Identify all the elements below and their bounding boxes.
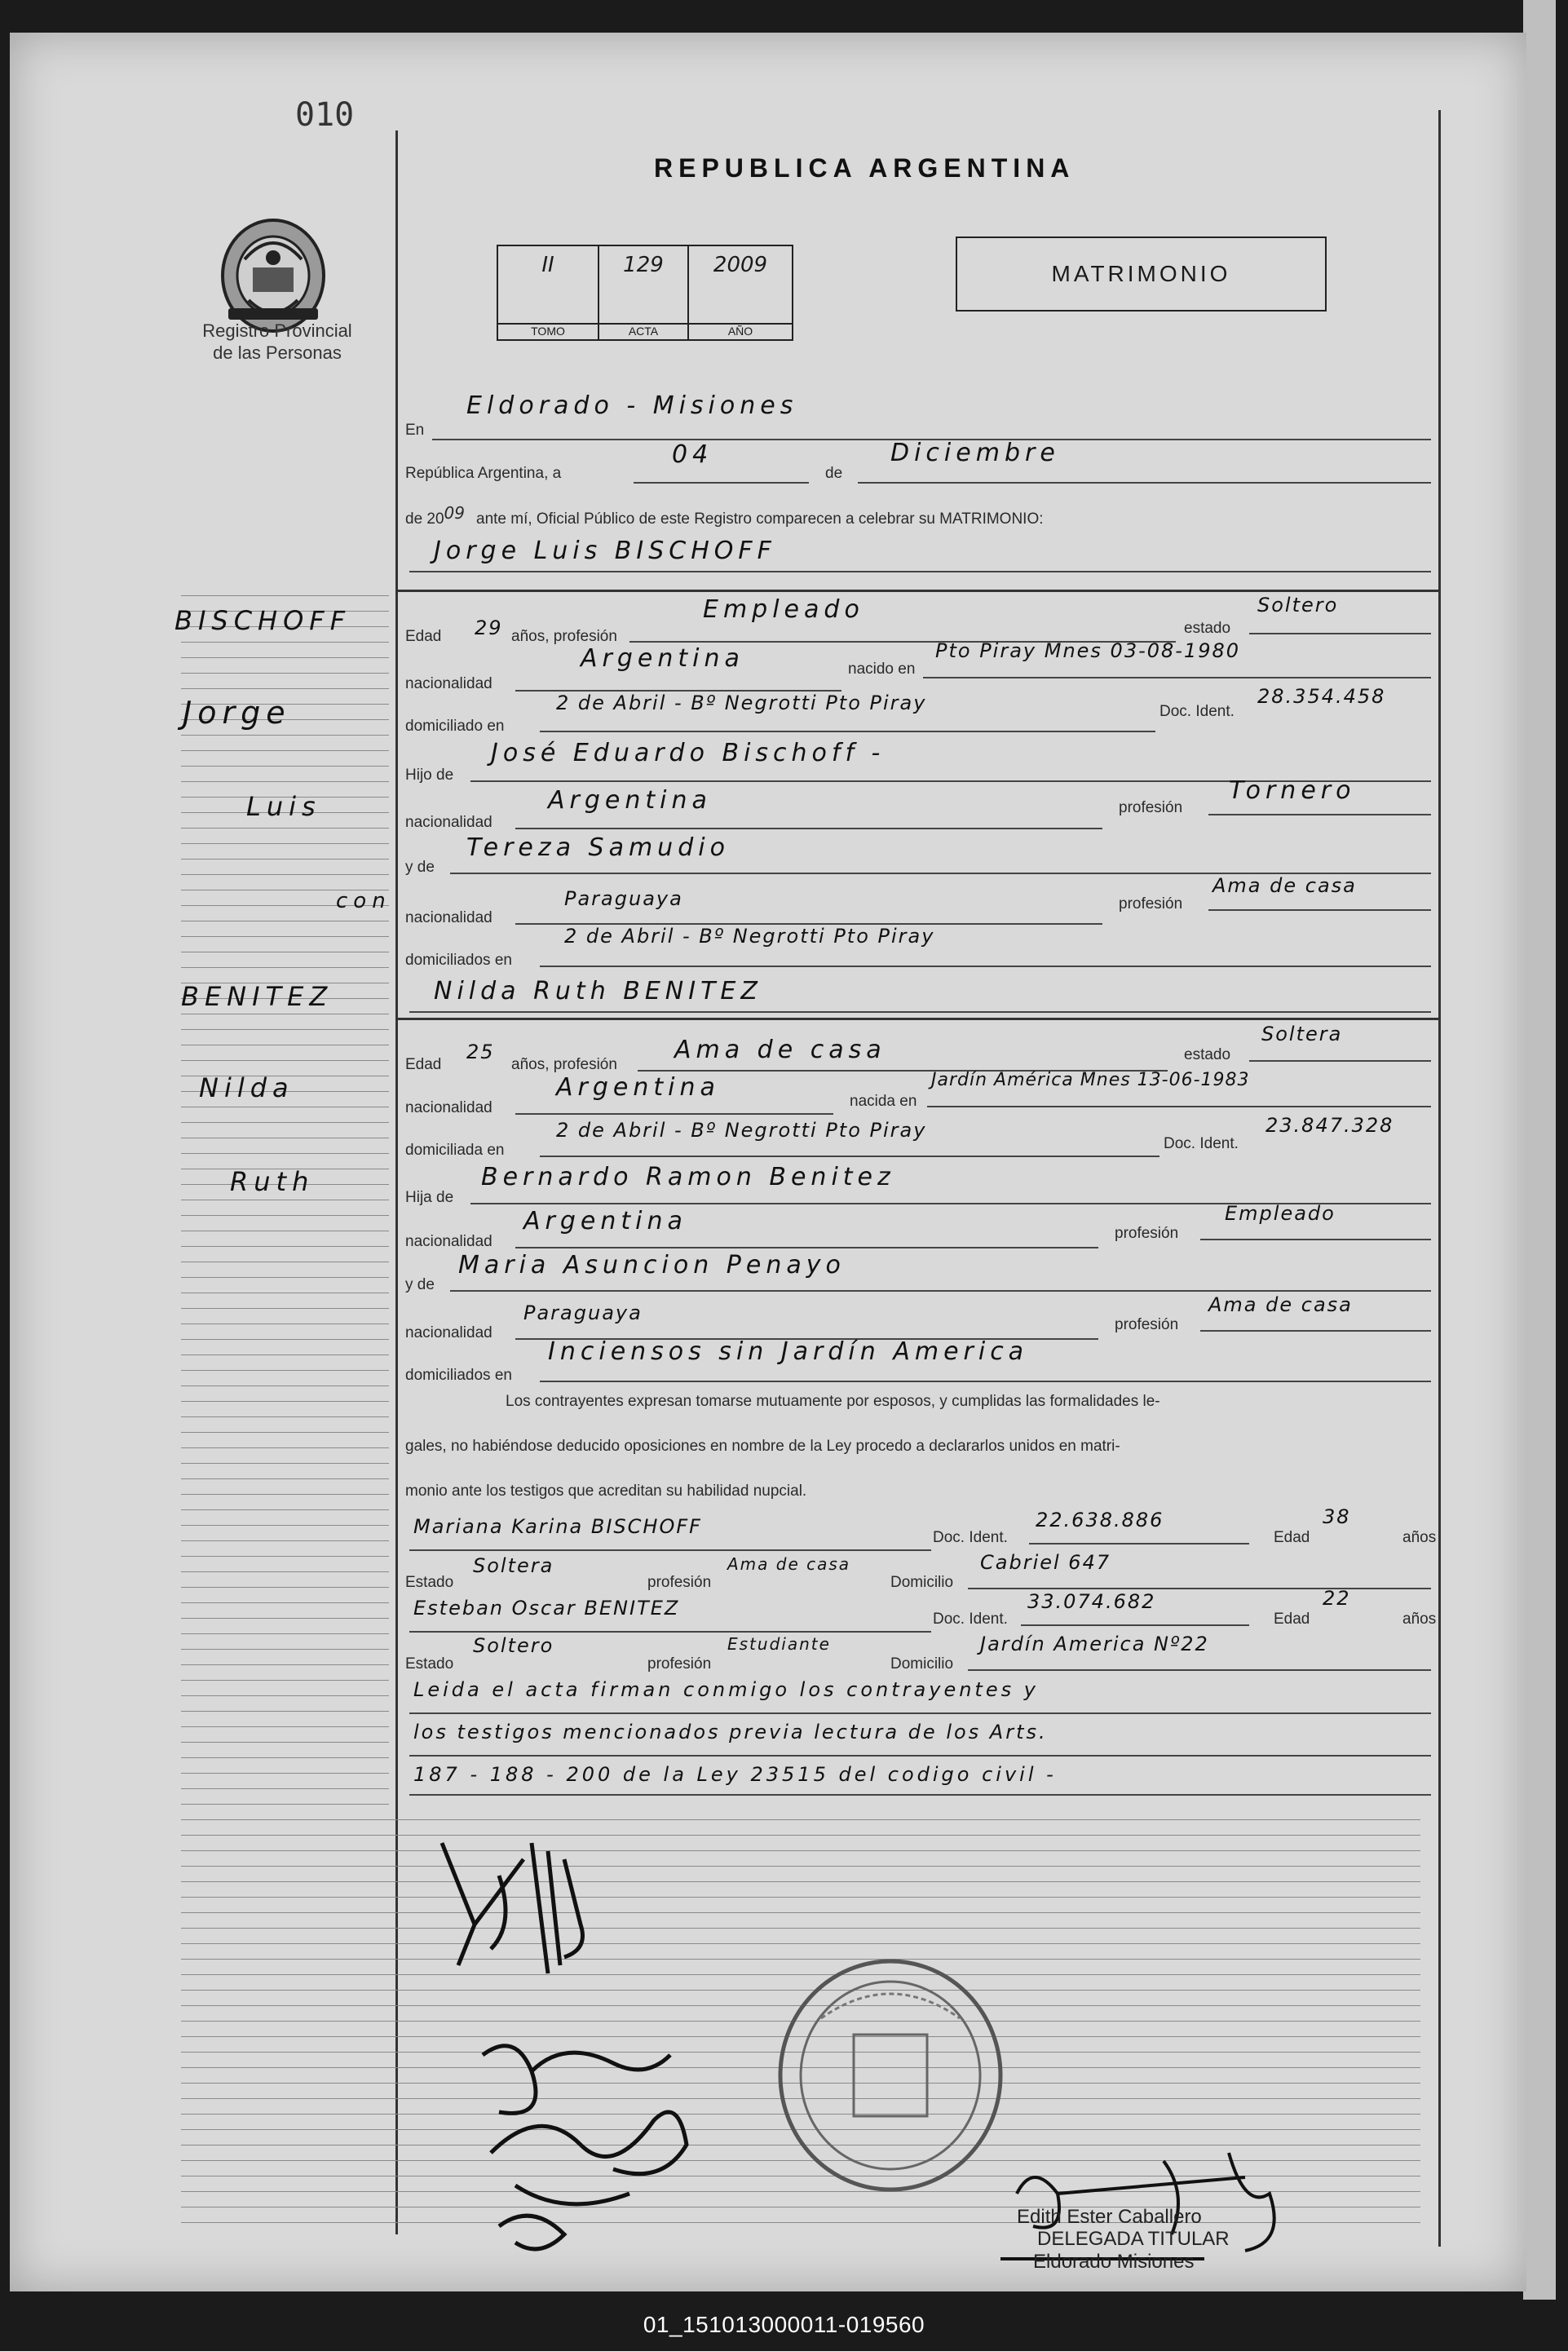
bride-father-profession: Empleado	[1225, 1202, 1336, 1225]
margin-connector: con	[336, 889, 391, 913]
witness1-address: Cabriel 647	[980, 1551, 1111, 1574]
margin-ruled-line	[181, 1602, 389, 1603]
margin-ruled-line	[181, 1726, 389, 1727]
groom-anos-profesion-label: años, profesión	[511, 628, 617, 645]
margin-ruled-line	[181, 843, 389, 844]
groom-mother-profession: Ama de casa	[1212, 874, 1357, 897]
margin-ruled-line	[181, 1060, 389, 1061]
witnesses-signature	[466, 2022, 727, 2267]
groom-address-fill	[540, 731, 1155, 732]
bride-nationality-fill	[515, 1113, 833, 1115]
witness1-dom-label: Domicilio	[890, 1574, 954, 1591]
bride-birthplace-fill	[927, 1106, 1431, 1107]
margin-ruled-line	[181, 1463, 389, 1464]
de-label: de	[825, 465, 843, 482]
acta-value: 129	[623, 253, 664, 277]
groom-estado-label: estado	[1184, 620, 1231, 637]
witness2-civil-status: Soltero	[473, 1634, 554, 1657]
tomo-value: II	[541, 253, 554, 277]
groom-father-nationality: Argentina	[548, 786, 712, 815]
margin-ruled-line	[181, 1695, 389, 1696]
bride-nacida-label: nacida en	[850, 1093, 917, 1110]
groom-domicilio-label: domiciliado en	[405, 718, 505, 735]
de20-label	[405, 503, 1044, 528]
contrayentes-signature	[426, 1827, 621, 1982]
anio-box	[687, 245, 793, 341]
margin-ruled-line	[181, 1618, 389, 1619]
bride-father-nationality: Argentina	[523, 1207, 687, 1235]
margin-ruled-line	[181, 1928, 1420, 1929]
margin-ruled-line	[181, 735, 389, 736]
groom-nationality: Argentina	[581, 644, 744, 673]
witness1-doc-label: Doc. Ident.	[933, 1529, 1008, 1546]
anio-value: 2009	[713, 253, 768, 277]
bride-estado-label: estado	[1184, 1046, 1231, 1063]
bride-anos-profesion-label: años, profesión	[511, 1056, 617, 1073]
margin-ruled-line	[181, 874, 389, 875]
margin-bride-name2: Ruth	[230, 1166, 315, 1197]
witness1-doc-fill	[1029, 1543, 1249, 1545]
margin-ruled-line	[181, 1866, 1420, 1867]
margin-ruled-line	[181, 1370, 389, 1371]
witness2-dom-label: Domicilio	[890, 1655, 954, 1673]
margin-ruled-line	[181, 1339, 389, 1340]
witness2-doc-fill	[1021, 1624, 1249, 1626]
witness1-address-fill	[968, 1588, 1431, 1589]
closing-line1: Leida el acta firman conmigo los contrayentes y	[413, 1678, 1039, 1701]
margin-ruled-line	[181, 1587, 389, 1588]
groom-nacionalidad-label: nacionalidad	[405, 675, 492, 692]
margin-ruled-line	[181, 1649, 389, 1650]
witness2-age: 22	[1323, 1587, 1351, 1610]
witness1-edad-label: Edad	[1274, 1529, 1310, 1546]
margin-ruled-line	[181, 1835, 1420, 1836]
groom-nacido-label: nacido en	[848, 661, 916, 678]
groom-mother-nationality: Paraguaya	[564, 887, 683, 910]
margin-ruled-line	[181, 1385, 389, 1386]
bride-doc-label: Doc. Ident.	[1164, 1135, 1239, 1152]
groom-name-underline	[395, 590, 1440, 592]
closing-line2: los testigos mencionados previa lectura de los Arts.	[413, 1721, 1048, 1743]
bride-father-label: Hija de	[405, 1189, 454, 1206]
tomo-label: TOMO	[498, 323, 598, 338]
groom-father: José Eduardo Bischoff -	[491, 739, 886, 767]
margin-ruled-line	[181, 1664, 389, 1665]
witness2-estado-label: Estado	[405, 1655, 454, 1673]
margin-ruled-line	[181, 1556, 389, 1557]
groom-mother-nac-label: nacionalidad	[405, 909, 492, 926]
document-id: 01_151013000011-019560	[643, 2312, 925, 2337]
witness1-civil-status: Soltera	[473, 1554, 554, 1577]
bride-father: Bernardo Ramon Benitez	[481, 1163, 895, 1191]
margin-ruled-line	[181, 1277, 389, 1278]
officer-office: Eldorado Misiones	[1033, 2251, 1195, 2273]
margin-ruled-line	[181, 1680, 389, 1681]
groom-address: 2 de Abril - Bº Negrotti Pto Piray	[556, 692, 927, 714]
witness1-profession: Ama de casa	[727, 1554, 851, 1574]
witness2-anos-label: años	[1402, 1611, 1437, 1628]
bride-mother: Maria Asuncion Penayo	[458, 1251, 846, 1279]
witness2-edad-label: Edad	[1274, 1611, 1310, 1628]
groom-doc: 28.354.458	[1257, 685, 1386, 708]
groom-birthplace-date: Pto Piray Mnes 03-08-1980	[935, 639, 1241, 662]
anio-label: AÑO	[689, 323, 792, 338]
bride-father-prof-label: profesión	[1115, 1225, 1179, 1242]
witness2-prof-label: profesión	[647, 1655, 712, 1673]
bride-domicilio-label: domiciliada en	[405, 1142, 505, 1159]
bride-name-fill	[409, 1011, 1431, 1013]
margin-ruled-line	[181, 1742, 389, 1743]
bride-nacionalidad-label: nacionalidad	[405, 1099, 492, 1116]
declaration-line3: monio ante los testigos que acreditan su habilidad nupcial.	[405, 1483, 807, 1500]
margin-ruled-line	[181, 1711, 389, 1712]
witness2-name: Esteban Oscar BENITEZ	[413, 1597, 680, 1620]
witness1-prof-label: profesión	[647, 1574, 712, 1591]
margin-ruled-line	[181, 688, 389, 689]
margin-ruled-line	[181, 595, 389, 596]
bride-birthplace-date: Jardín América Mnes 13-06-1983	[931, 1070, 1250, 1090]
groom-name-fill	[409, 571, 1431, 572]
bride-full-name: Nilda Ruth BENITEZ	[434, 977, 762, 1005]
bride-father-prof-fill	[1200, 1239, 1431, 1240]
act-type-label: MATRIMONIO	[1051, 261, 1231, 286]
margin-ruled-line	[181, 1912, 1420, 1913]
groom-father-label: Hijo de	[405, 767, 454, 784]
margin-ruled-line	[181, 859, 389, 860]
margin-ruled-line	[181, 967, 389, 968]
officer-title: DELEGADA TITULAR	[1037, 2228, 1230, 2250]
day-value: 04	[672, 440, 713, 469]
margin-ruled-line	[181, 936, 389, 937]
margin-ruled-line	[181, 1246, 389, 1247]
de20-prefix: de 20	[405, 510, 444, 528]
folio-number: 010	[295, 96, 355, 134]
month-fill	[858, 482, 1431, 484]
bride-parents-address-fill	[540, 1381, 1431, 1382]
margin-ruled-line	[181, 1571, 389, 1572]
closing-line3: 187 - 188 - 200 de la Ley 23515 del codigo civil -	[413, 1763, 1057, 1786]
margin-ruled-line	[181, 1633, 389, 1634]
groom-mother-prof-label: profesión	[1119, 895, 1183, 913]
margin-ruled-line	[181, 1525, 389, 1526]
day-fill	[634, 482, 809, 484]
margin-bride-surname: BENITEZ	[181, 981, 333, 1012]
groom-age: 29	[475, 616, 503, 639]
bride-mother-nac-label: nacionalidad	[405, 1324, 492, 1341]
bride-address-fill	[540, 1156, 1159, 1157]
margin-ruled-line	[181, 1788, 389, 1789]
margin-ruled-line	[181, 1215, 389, 1216]
month-value: Diciembre	[890, 439, 1060, 467]
margin-ruled-line	[181, 1354, 389, 1355]
en-label: En	[405, 422, 425, 439]
bride-mother-prof-label: profesión	[1115, 1316, 1179, 1333]
witness2-doc: 33.074.682	[1027, 1590, 1156, 1613]
closing-fill1	[409, 1712, 1431, 1714]
bride-father-nac-fill	[515, 1247, 1098, 1248]
margin-ruled-line	[181, 1447, 389, 1448]
margin-ruled-line	[181, 750, 389, 751]
groom-full-name: Jorge Luis BISCHOFF	[434, 537, 776, 565]
bride-mother-profession: Ama de casa	[1208, 1293, 1353, 1316]
bride-estado-fill	[1249, 1060, 1431, 1062]
margin-bride-name1: Nilda	[199, 1072, 294, 1103]
margin-ruled-line	[181, 1804, 389, 1805]
witness2-profession: Estudiante	[727, 1634, 831, 1654]
margin-ruled-line	[181, 1773, 389, 1774]
bride-father-nac-label: nacionalidad	[405, 1233, 492, 1250]
margin-ruled-line	[181, 1401, 389, 1402]
groom-father-prof-fill	[1208, 814, 1431, 815]
margin-ruled-line	[181, 1881, 1420, 1882]
margin-ruled-line	[181, 1416, 389, 1417]
registry-name-line2: de las Personas	[213, 342, 342, 363]
groom-estado-fill	[1249, 633, 1431, 634]
bride-mother-nationality: Paraguaya	[523, 1301, 643, 1324]
tomo-box	[497, 245, 599, 341]
margin-ruled-line	[181, 1943, 1420, 1944]
witness1-estado-label: Estado	[405, 1574, 454, 1591]
official-seal	[772, 1953, 1009, 2198]
groom-doc-label: Doc. Ident.	[1159, 703, 1235, 720]
margin-ruled-line	[181, 1308, 389, 1309]
margin-groom-surname: BISCHOFF	[174, 605, 351, 636]
declaration-line1: Los contrayentes expresan tomarse mutuamente por esposos, y cumplidas las formalidades le-	[506, 1393, 1160, 1410]
intro-statement: ante mí, Oficial Público de este Registro comparecen a celebrar su MATRIMONIO:	[476, 510, 1044, 528]
republica-label: República Argentina, a	[405, 465, 562, 482]
groom-parents-address: 2 de Abril - Bº Negrotti Pto Piray	[564, 925, 935, 948]
witness2-address-fill	[968, 1669, 1431, 1671]
witness2-name-fill	[409, 1631, 931, 1633]
groom-mother: Tereza Samudio	[466, 833, 730, 862]
bride-address: 2 de Abril - Bº Negrotti Pto Piray	[556, 1119, 927, 1142]
margin-ruled-line	[181, 1850, 1420, 1851]
groom-birthplace-fill	[923, 677, 1431, 678]
witness1-anos-label: años	[1402, 1529, 1437, 1546]
margin-ruled-line	[181, 828, 389, 829]
witness1-age: 38	[1323, 1505, 1351, 1528]
groom-parents-address-label: domiciliados en	[405, 952, 512, 969]
margin-divider	[395, 130, 398, 2234]
country-title: REPUBLICA ARGENTINA	[654, 153, 1076, 183]
bride-mother-prof-fill	[1200, 1330, 1431, 1332]
margin-groom-name1: Jorge	[183, 695, 291, 731]
margin-ruled-line	[181, 766, 389, 767]
place-value: Eldorado - Misiones	[466, 391, 798, 420]
margin-ruled-line	[181, 1540, 389, 1541]
margin-ruled-line	[181, 1509, 389, 1510]
witness2-doc-label: Doc. Ident.	[933, 1611, 1008, 1628]
document-page	[10, 33, 1526, 2291]
witness1-doc: 22.638.886	[1036, 1509, 1164, 1531]
bride-mother-label: y de	[405, 1276, 435, 1293]
groom-mother-label: y de	[405, 859, 435, 876]
margin-groom-name2: Luis	[246, 791, 321, 822]
officer-name: Edith Ester Caballero	[1017, 2206, 1202, 2228]
margin-ruled-line	[181, 1432, 389, 1433]
bride-name-underline	[395, 1018, 1440, 1020]
groom-civil-status: Soltero	[1257, 594, 1339, 616]
bride-civil-status: Soltera	[1261, 1023, 1343, 1045]
witness1-name: Mariana Karina BISCHOFF	[413, 1515, 702, 1538]
margin-ruled-line	[181, 673, 389, 674]
groom-parents-address-fill	[540, 966, 1431, 967]
paper-edge	[1523, 0, 1556, 2300]
margin-ruled-line	[181, 1819, 1420, 1820]
margin-ruled-line	[181, 657, 389, 658]
bride-parents-address-label: domiciliados en	[405, 1367, 512, 1384]
bride-mother-fill	[450, 1290, 1431, 1292]
margin-ruled-line	[181, 1122, 389, 1123]
witness1-name-fill	[409, 1549, 931, 1551]
bride-profession: Ama de casa	[674, 1036, 886, 1064]
margin-ruled-line	[181, 642, 389, 643]
witness2-address: Jardín America Nº22	[980, 1633, 1209, 1655]
bride-nationality: Argentina	[556, 1073, 720, 1102]
acta-label: ACTA	[599, 323, 687, 338]
acta-box	[598, 245, 689, 341]
declaration-line2: gales, no habiéndose deducido oposiciones en nombre de la Ley procedo a declararlos unidos en matri-	[405, 1438, 1120, 1455]
closing-fill2	[409, 1755, 1431, 1757]
groom-profession: Empleado	[703, 595, 864, 624]
bride-parents-address: Inciensos sin Jardín America	[548, 1337, 1029, 1366]
margin-ruled-line	[181, 1897, 1420, 1898]
margin-ruled-line	[181, 781, 389, 782]
groom-father-nac-label: nacionalidad	[405, 814, 492, 831]
groom-edad-label: Edad	[405, 628, 442, 645]
bride-edad-label: Edad	[405, 1056, 442, 1073]
groom-father-profession: Tornero	[1229, 776, 1356, 805]
bride-doc: 23.847.328	[1265, 1114, 1394, 1137]
registry-name-line1: Registro Provincial	[202, 320, 352, 341]
margin-ruled-line	[181, 1478, 389, 1479]
margin-ruled-line	[181, 1153, 389, 1154]
right-border	[1438, 110, 1441, 2247]
groom-father-prof-label: profesión	[1119, 799, 1183, 816]
groom-father-nac-fill	[515, 828, 1102, 829]
margin-ruled-line	[181, 1757, 389, 1758]
margin-ruled-line	[181, 1494, 389, 1495]
bride-age: 25	[466, 1041, 495, 1063]
year-suffix: 09	[444, 503, 465, 523]
act-type-box	[956, 236, 1327, 312]
groom-mother-prof-fill	[1208, 909, 1431, 911]
closing-fill3	[409, 1794, 1431, 1796]
margin-ruled-line	[181, 1029, 389, 1030]
